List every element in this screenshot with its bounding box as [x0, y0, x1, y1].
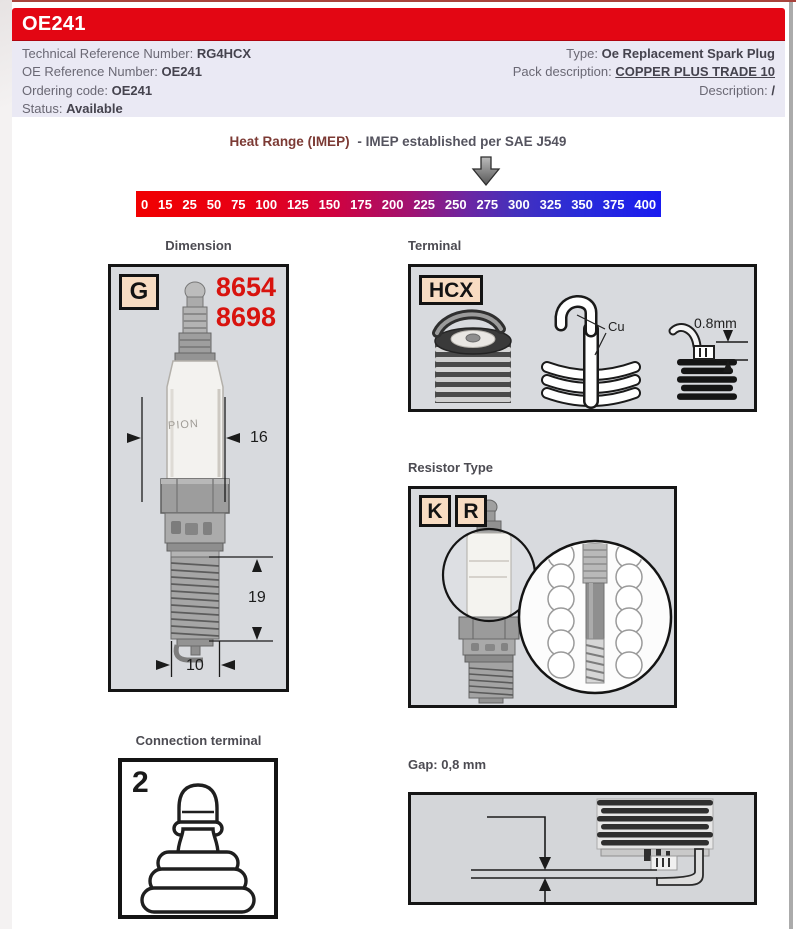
scale-value: 75 [231, 196, 246, 212]
gap-illustration [411, 795, 754, 902]
technical-ref-label: Technical Reference Number: [22, 46, 194, 61]
technical-ref-value: RG4HCX [196, 46, 252, 61]
page-title: OE241 [22, 13, 86, 35]
dimension-heading: Dimension [165, 238, 232, 253]
gap-diagram-box [408, 792, 757, 905]
scale-value: 0 [140, 196, 149, 212]
scale-value: 225 [413, 196, 436, 212]
scale-value: 200 [381, 196, 404, 212]
connection-type-number: 2 [132, 766, 149, 799]
status-badge: Available [66, 100, 123, 116]
heat-range-title-suffix: - IMEP established per SAE J549 [357, 134, 567, 149]
heat-range-title-main: Heat Range (IMEP) [229, 134, 350, 149]
resistor-badge-k: K [419, 495, 451, 527]
description-value: / [771, 82, 775, 98]
gap-heading: Gap: 0,8 mm [408, 757, 487, 772]
scale-value: 175 [350, 196, 372, 212]
copper-core-label: Cu [608, 319, 625, 334]
pack-description-link[interactable]: COPPER PLUS TRADE 10 [615, 64, 775, 80]
status-label: Status: [22, 100, 63, 116]
type-label: Type: [566, 46, 598, 61]
dim-thread-diameter-label: 10 [186, 657, 204, 674]
oe-ref-value: OE241 [161, 64, 202, 80]
heat-range-title [0, 134, 796, 149]
info-row-type [513, 45, 775, 63]
scale-value: 150 [318, 196, 341, 212]
info-left-column [22, 45, 251, 118]
info-row-ordering-code [22, 82, 251, 100]
terminal-diagram-box [408, 264, 757, 412]
dim-hex-size-label: 16 [250, 429, 268, 446]
description-label: Description: [699, 82, 768, 98]
scale-value: 100 [255, 196, 278, 212]
oe-ref-label: OE Reference Number: [22, 64, 158, 80]
scale-value: 300 [508, 196, 530, 212]
dim-thread-length-label: 19 [248, 589, 266, 606]
heat-range-indicator-arrow-icon [471, 156, 501, 187]
info-row-description [513, 82, 775, 100]
dimension-diagram-box [108, 264, 289, 692]
page-header [12, 8, 785, 41]
heat-range-scale-bar [136, 191, 661, 217]
ordering-code-label: Ordering code: [22, 82, 108, 98]
plug-type-badge-g: G [119, 274, 159, 310]
scale-value: 350 [571, 196, 593, 212]
scale-value: 325 [539, 196, 562, 212]
ceramic-brand-marking: PION [167, 417, 200, 433]
resistor-type-diagram-box [408, 486, 677, 708]
resistor-type-heading: Resistor Type [408, 460, 494, 475]
info-right-column [513, 45, 775, 100]
info-row-pack-description [513, 63, 775, 81]
part-numbers [216, 272, 276, 332]
info-row-technical-ref [22, 45, 251, 63]
scale-value: 375 [602, 196, 625, 212]
terminal-heading: Terminal [408, 238, 462, 253]
scale-value: 125 [287, 196, 309, 212]
scale-value: 250 [444, 196, 467, 212]
info-row-oe-ref [22, 63, 251, 81]
scale-value: 15 [158, 196, 173, 212]
scale-value: 400 [634, 196, 657, 212]
part-number-1: 8654 [215, 272, 276, 302]
scale-value-indicated: 275 [476, 196, 499, 212]
resistor-badge-r: R [455, 495, 487, 527]
top-border-line [0, 0, 796, 2]
terminal-gap-label: 0.8mm [694, 315, 737, 331]
type-value: Oe Replacement Spark Plug [601, 46, 775, 61]
ordering-code-value: OE241 [111, 82, 153, 98]
connection-terminal-heading: Connection terminal [135, 733, 262, 748]
terminal-type-badge-hcx: HCX [419, 275, 483, 305]
scale-value: 50 [206, 196, 222, 212]
connection-terminal-box [118, 758, 278, 919]
pack-description-label: Pack description: [512, 64, 612, 80]
product-info-panel [12, 41, 785, 117]
info-row-status [22, 100, 251, 118]
part-number-2: 8698 [215, 302, 276, 332]
scale-value: 25 [182, 196, 197, 212]
